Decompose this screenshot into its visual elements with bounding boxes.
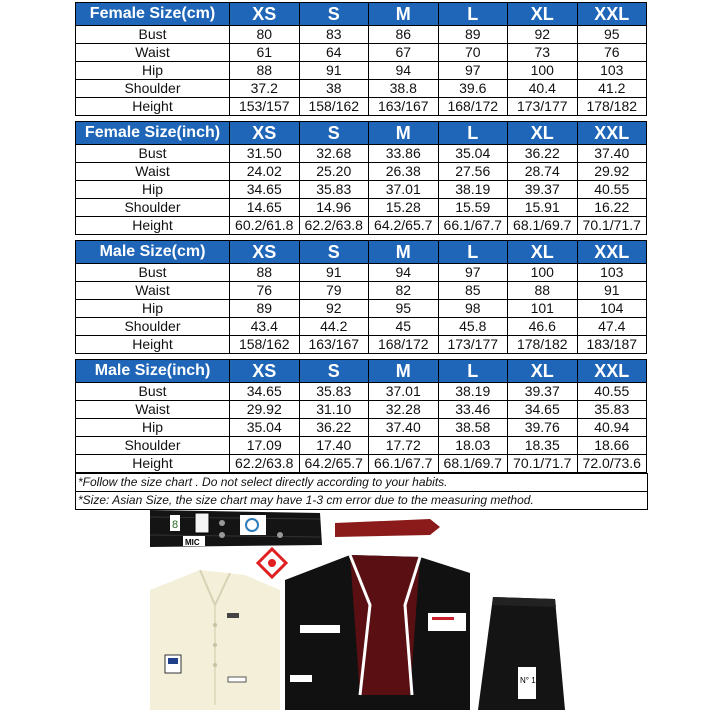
table-cell: 17.40	[299, 437, 369, 455]
table-row	[76, 282, 647, 300]
table-cell: 92	[299, 300, 369, 318]
table-title: Male Size(cm)	[76, 241, 230, 264]
table-cell: 17.72	[369, 437, 439, 455]
table-cell: 41.2	[577, 80, 647, 98]
table-row	[76, 26, 647, 44]
table-cell: 14.96	[299, 199, 369, 217]
table-cell: 70.1/71.7	[508, 455, 578, 473]
table-cell: 37.01	[369, 383, 439, 401]
table-cell: 66.1/67.7	[369, 455, 439, 473]
table-cell: 168/172	[369, 336, 439, 354]
table-cell: 101	[508, 300, 578, 318]
table-row	[76, 401, 647, 419]
row-label: Waist	[76, 282, 230, 300]
table-cell: 45	[369, 318, 439, 336]
armband-number: 8	[172, 519, 179, 531]
table-cell: 64.2/65.7	[369, 217, 439, 235]
size-header: L	[438, 3, 508, 26]
table-cell: 38.8	[369, 80, 439, 98]
table-cell: 40.94	[577, 419, 647, 437]
table-title: Female Size(cm)	[76, 3, 230, 26]
table-cell: 68.1/69.7	[508, 217, 578, 235]
table-row	[76, 455, 647, 473]
table-row	[76, 318, 647, 336]
table-cell: 70	[438, 44, 508, 62]
table-cell: 103	[577, 62, 647, 80]
skirt-patch-label: N° 1	[520, 676, 536, 685]
size-header: XS	[230, 3, 300, 26]
table-cell: 92	[508, 26, 578, 44]
table-cell: 32.68	[299, 145, 369, 163]
table-cell: 97	[438, 62, 508, 80]
size-table-female-cm	[75, 2, 647, 116]
size-header: M	[369, 360, 439, 383]
table-row	[76, 62, 647, 80]
table-header-row	[76, 122, 647, 145]
table-cell: 83	[299, 26, 369, 44]
table-cell: 34.65	[230, 383, 300, 401]
size-header: S	[299, 3, 369, 26]
table-cell: 39.76	[508, 419, 578, 437]
size-header: S	[299, 241, 369, 264]
table-cell: 26.38	[369, 163, 439, 181]
size-header: L	[438, 360, 508, 383]
table-cell: 61	[230, 44, 300, 62]
table-cell: 31.50	[230, 145, 300, 163]
table-cell: 31.10	[299, 401, 369, 419]
table-cell: 18.66	[577, 437, 647, 455]
size-header: S	[299, 360, 369, 383]
size-table-female-inch	[75, 121, 647, 235]
table-cell: 38.19	[438, 181, 508, 199]
row-label: Height	[76, 455, 230, 473]
table-cell: 38.58	[438, 419, 508, 437]
table-cell: 62.2/63.8	[230, 455, 300, 473]
table-cell: 45.8	[438, 318, 508, 336]
table-header-row	[76, 241, 647, 264]
table-cell: 163/167	[369, 98, 439, 116]
row-label: Hip	[76, 181, 230, 199]
table-cell: 91	[299, 62, 369, 80]
table-cell: 76	[577, 44, 647, 62]
table-cell: 39.37	[508, 383, 578, 401]
table-cell: 88	[508, 282, 578, 300]
diamond-badge-icon	[258, 549, 286, 577]
row-label: Shoulder	[76, 199, 230, 217]
size-header: XXL	[577, 3, 647, 26]
table-cell: 82	[369, 282, 439, 300]
table-cell: 64	[299, 44, 369, 62]
table-cell: 47.4	[577, 318, 647, 336]
table-row	[76, 98, 647, 116]
table-title: Female Size(inch)	[76, 122, 230, 145]
table-cell: 79	[299, 282, 369, 300]
table-cell: 29.92	[230, 401, 300, 419]
table-cell: 103	[577, 264, 647, 282]
table-cell: 40.4	[508, 80, 578, 98]
table-cell: 29.92	[577, 163, 647, 181]
table-cell: 18.35	[508, 437, 578, 455]
row-label: Shoulder	[76, 437, 230, 455]
table-cell: 25.20	[299, 163, 369, 181]
cream-shirt	[150, 570, 280, 710]
table-cell: 16.22	[577, 199, 647, 217]
size-header: XS	[230, 360, 300, 383]
table-cell: 62.2/63.8	[299, 217, 369, 235]
table-row	[76, 217, 647, 235]
table-cell: 70.1/71.7	[577, 217, 647, 235]
size-header: S	[299, 122, 369, 145]
table-header-row	[76, 3, 647, 26]
table-cell: 17.09	[230, 437, 300, 455]
table-cell: 37.40	[369, 419, 439, 437]
costume-product-photo	[0, 505, 720, 720]
row-label: Height	[76, 336, 230, 354]
table-cell: 35.04	[230, 419, 300, 437]
table-cell: 94	[369, 62, 439, 80]
note-follow-chart: *Follow the size chart . Do not select directly according to your habits.	[76, 473, 647, 491]
size-chart	[75, 2, 646, 510]
table-cell: 85	[438, 282, 508, 300]
table-cell: 28.74	[508, 163, 578, 181]
table-cell: 40.55	[577, 181, 647, 199]
table-cell: 35.83	[299, 383, 369, 401]
table-row	[76, 437, 647, 455]
table-cell: 168/172	[438, 98, 508, 116]
row-label: Waist	[76, 163, 230, 181]
row-label: Waist	[76, 401, 230, 419]
table-cell: 94	[369, 264, 439, 282]
table-row	[76, 145, 647, 163]
table-cell: 73	[508, 44, 578, 62]
black-skirt	[478, 597, 565, 710]
row-label: Height	[76, 217, 230, 235]
table-cell: 38	[299, 80, 369, 98]
table-cell: 173/177	[438, 336, 508, 354]
table-cell: 24.02	[230, 163, 300, 181]
table-cell: 89	[438, 26, 508, 44]
table-cell: 88	[230, 264, 300, 282]
size-header: M	[369, 3, 439, 26]
table-cell: 60.2/61.8	[230, 217, 300, 235]
table-cell: 38.19	[438, 383, 508, 401]
table-cell: 18.03	[438, 437, 508, 455]
table-cell: 89	[230, 300, 300, 318]
table-cell: 43.4	[230, 318, 300, 336]
size-header: M	[369, 122, 439, 145]
size-table-male-cm	[75, 240, 647, 354]
table-row	[76, 336, 647, 354]
table-row	[76, 383, 647, 401]
row-label: Bust	[76, 145, 230, 163]
row-label: Hip	[76, 419, 230, 437]
size-header: XXL	[577, 122, 647, 145]
table-cell: 98	[438, 300, 508, 318]
note-asian-size: *Size: Asian Size, the size chart may have 1-3 cm error due to the measuring method.	[76, 491, 647, 509]
table-cell: 35.04	[438, 145, 508, 163]
table-cell: 33.46	[438, 401, 508, 419]
table-cell: 95	[369, 300, 439, 318]
table-row	[76, 300, 647, 318]
table-cell: 178/182	[508, 336, 578, 354]
table-cell: 34.65	[508, 401, 578, 419]
table-cell: 66.1/67.7	[438, 217, 508, 235]
table-cell: 100	[508, 264, 578, 282]
table-cell: 39.37	[508, 181, 578, 199]
table-cell: 158/162	[299, 98, 369, 116]
table-row	[76, 80, 647, 98]
table-cell: 80	[230, 26, 300, 44]
table-row	[76, 44, 647, 62]
table-cell: 67	[369, 44, 439, 62]
table-cell: 76	[230, 282, 300, 300]
size-header: M	[369, 241, 439, 264]
size-table-male-inch	[75, 359, 647, 473]
table-cell: 15.59	[438, 199, 508, 217]
table-row	[76, 181, 647, 199]
black-blazer	[285, 555, 470, 710]
table-cell: 173/177	[508, 98, 578, 116]
table-cell: 153/157	[230, 98, 300, 116]
table-cell: 46.6	[508, 318, 578, 336]
table-cell: 37.40	[577, 145, 647, 163]
size-header: XS	[230, 122, 300, 145]
armband-label: MIC	[185, 538, 200, 547]
table-cell: 91	[577, 282, 647, 300]
table-cell: 91	[299, 264, 369, 282]
table-cell: 64.2/65.7	[299, 455, 369, 473]
table-cell: 14.65	[230, 199, 300, 217]
size-header: XL	[508, 241, 578, 264]
row-label: Bust	[76, 383, 230, 401]
table-cell: 15.91	[508, 199, 578, 217]
row-label: Shoulder	[76, 80, 230, 98]
table-cell: 104	[577, 300, 647, 318]
row-label: Bust	[76, 264, 230, 282]
row-label: Shoulder	[76, 318, 230, 336]
size-header: XXL	[577, 360, 647, 383]
table-cell: 32.28	[369, 401, 439, 419]
table-header-row	[76, 360, 647, 383]
table-row	[76, 264, 647, 282]
table-cell: 163/167	[299, 336, 369, 354]
table-cell: 15.28	[369, 199, 439, 217]
row-label: Hip	[76, 300, 230, 318]
table-cell: 178/182	[577, 98, 647, 116]
row-label: Bust	[76, 26, 230, 44]
size-header: XL	[508, 360, 578, 383]
table-cell: 158/162	[230, 336, 300, 354]
table-row	[76, 419, 647, 437]
table-cell: 39.6	[438, 80, 508, 98]
table-row	[76, 199, 647, 217]
table-cell: 183/187	[577, 336, 647, 354]
table-cell: 72.0/73.6	[577, 455, 647, 473]
size-header: L	[438, 241, 508, 264]
table-cell: 40.55	[577, 383, 647, 401]
table-cell: 33.86	[369, 145, 439, 163]
table-cell: 37.2	[230, 80, 300, 98]
table-cell: 97	[438, 264, 508, 282]
table-cell: 100	[508, 62, 578, 80]
table-cell: 95	[577, 26, 647, 44]
table-cell: 35.83	[577, 401, 647, 419]
size-header: L	[438, 122, 508, 145]
size-header: XS	[230, 241, 300, 264]
table-cell: 36.22	[299, 419, 369, 437]
size-header: XL	[508, 3, 578, 26]
row-label: Hip	[76, 62, 230, 80]
table-cell: 36.22	[508, 145, 578, 163]
table-cell: 35.83	[299, 181, 369, 199]
table-cell: 44.2	[299, 318, 369, 336]
table-row	[76, 163, 647, 181]
table-cell: 37.01	[369, 181, 439, 199]
row-label: Waist	[76, 44, 230, 62]
size-header: XL	[508, 122, 578, 145]
size-header: XXL	[577, 241, 647, 264]
table-cell: 68.1/69.7	[438, 455, 508, 473]
row-label: Height	[76, 98, 230, 116]
table-cell: 86	[369, 26, 439, 44]
table-cell: 34.65	[230, 181, 300, 199]
necktie	[335, 519, 440, 537]
armband	[150, 510, 322, 547]
table-cell: 88	[230, 62, 300, 80]
table-title: Male Size(inch)	[76, 360, 230, 383]
table-cell: 27.56	[438, 163, 508, 181]
